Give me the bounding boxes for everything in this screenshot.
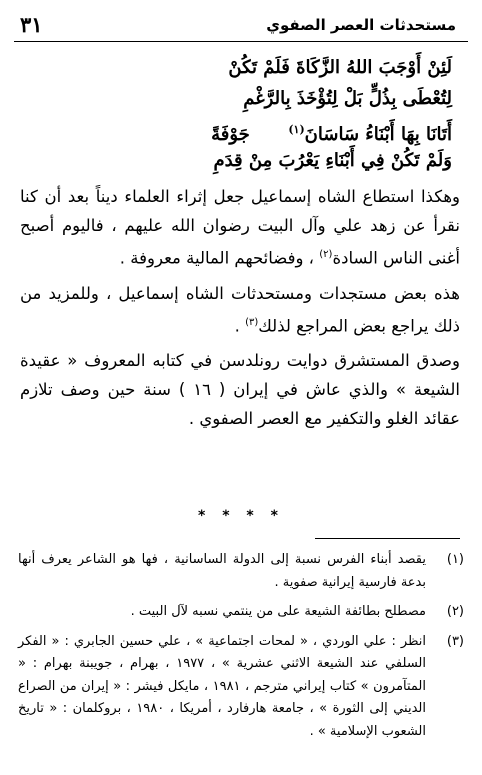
header-rule xyxy=(14,41,468,42)
footnote-number: (٢) xyxy=(446,604,464,619)
page-number: ٣١ xyxy=(20,12,43,37)
page-header xyxy=(14,10,468,44)
paragraph: وصدق المستشرق دوايت رونلدسن في كتابه المعروف « عقيدة الشيعة » والذي عاش في إيران ( ١٦ ) سنة حين وصف تلازم عقائد الغلو والتكفير مع العصر الصفوي . xyxy=(20,351,461,428)
footnote xyxy=(18,631,464,744)
paragraph: هذه بعض مستجدات ومستحدثات الشاه إسماعيل ، وللمزيد من ذلك يراجع بعض المراجع لذلك$^{(٣)}$ . xyxy=(20,283,460,335)
footnote xyxy=(18,601,464,624)
poem-verse: لِتُعْطَى بِذُلٍّ بَلْ لِتُؤْخَذَ بِالرَّغْمِ xyxy=(243,88,452,109)
poem-verse: أَتَانَا بِهَا أَبْنَاءُ سَاسَانَ$^{(١)}$ جَوْفَةً xyxy=(211,123,452,145)
footnote-number: (٣) xyxy=(446,633,464,649)
footnotes xyxy=(18,549,464,750)
footnote xyxy=(18,549,464,594)
footnote-text: مصطلح بطائفة الشيعة على من ينتمي نسبه لآل البيت . xyxy=(130,604,426,619)
footnote-ref: (٣) xyxy=(245,316,259,328)
section-separator: * * * * xyxy=(198,508,284,524)
running-title: مستحدثات العصر الصفوي xyxy=(266,16,456,34)
footnote-number: (١) xyxy=(446,552,464,567)
poem-verse: لَئِنْ أَوْجَبَ اللهُ الزَّكَاةَ فَلَمْ تَكُنْ xyxy=(228,57,452,78)
footnote-ref: (١) xyxy=(288,123,305,136)
footnote-rule xyxy=(315,538,460,539)
poem xyxy=(132,52,452,176)
footnote-ref: (٢) xyxy=(319,249,333,260)
body-text xyxy=(20,182,460,439)
poem-verse: وَلَمْ تَكُنْ فِي أَبْنَاءِ يَعْرُبَ مِنْ قِدَمِ xyxy=(213,150,452,171)
paragraph: وهكذا استطاع الشاه إسماعيل جعل إثراء العلماء ديناً بعد أن كنا نقرأ عن زهد علي وآل البيت رضوان الله عليهم ، فاليوم أصبح أغنى الناس السادة$^{(٢)}$ ، وفضائحهم المالية معروفة . xyxy=(20,187,460,268)
footnote-text: انظر : علي الوردي ، « لمحات اجتماعية » ، علي حسين الجابري : « الفكر السلفي عند الشيعة الاثني عشرية » ، ١٩٧٧ ، بهرام ، جويبنة بهرام : « المتآمرون » كتاب إيراني مترجم ، ١٩٨١ ، مايكل فيشر : « إيران من الصراع الديني إلى الثورة » ، جامعة هارفارد ، أمريكا ، ١٩٨٠ ، بروكلمان : « تاريخ الشعوب الإسلامية » . xyxy=(18,633,426,739)
footnote-text: يقصد أبناء الفرس نسبة إلى الدولة الساسانية ، فها هو الشاعر يعرف أنها بدعة فارسية إيرانية صفوية . xyxy=(18,552,426,590)
